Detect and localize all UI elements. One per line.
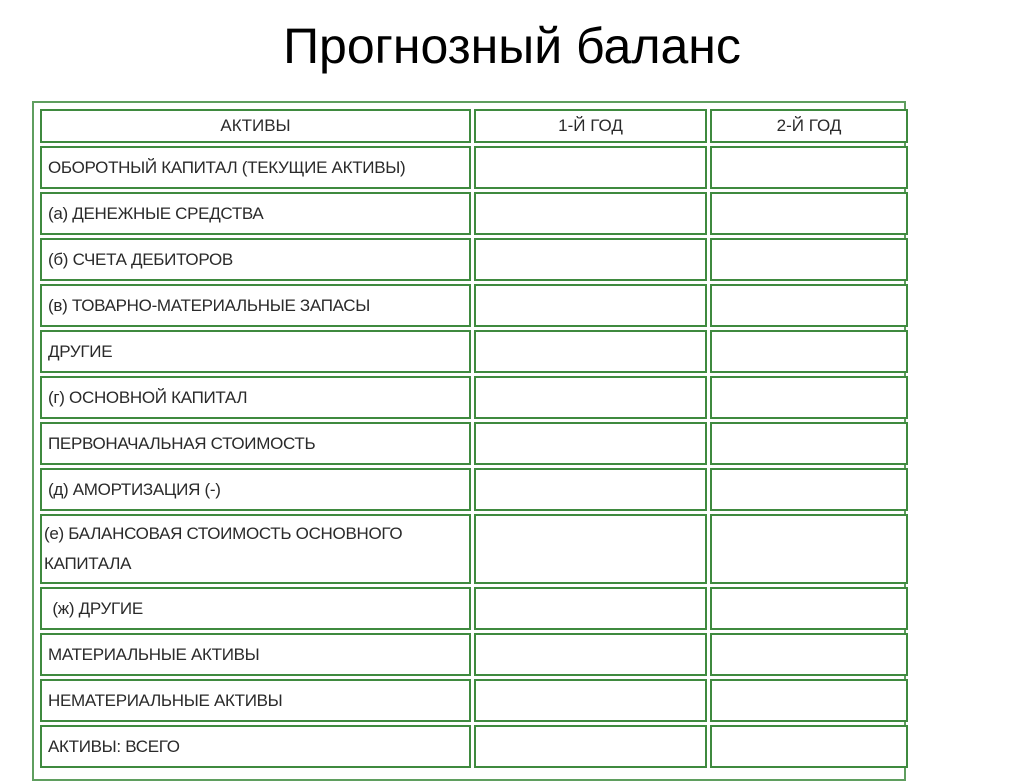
table-row [40,725,908,768]
year-2-cell [710,633,908,676]
row-label: МАТЕРИАЛЬНЫЕ АКТИВЫ [40,633,471,676]
year-2-cell [710,330,908,373]
balance-table [37,106,911,771]
year-2-cell [710,376,908,419]
row-label: (ж) ДРУГИЕ [40,587,471,630]
year-2-cell [710,679,908,722]
year-1-cell [474,330,707,373]
year-1-cell [474,633,707,676]
year-1-cell [474,238,707,281]
year-2-cell [710,146,908,189]
table-header-row [40,109,908,143]
table-row [40,587,908,630]
year-2-cell [710,284,908,327]
table-row [40,284,908,327]
year-1-cell [474,376,707,419]
year-2-cell [710,725,908,768]
year-2-cell [710,422,908,465]
table-row [40,330,908,373]
row-label: НЕМАТЕРИАЛЬНЫЕ АКТИВЫ [40,679,471,722]
row-label: АКТИВЫ: ВСЕГО [40,725,471,768]
table-row [40,376,908,419]
column-header-year-2: 2-Й ГОД [710,109,908,143]
table-row [40,422,908,465]
page-title: Прогнозный баланс [283,18,741,74]
table-row [40,146,908,189]
row-label: (а) ДЕНЕЖНЫЕ СРЕДСТВА [40,192,471,235]
table-row [40,238,908,281]
row-label: ПЕРВОНАЧАЛЬНАЯ СТОИМОСТЬ [40,422,471,465]
year-1-cell [474,422,707,465]
year-1-cell [474,679,707,722]
year-1-cell [474,284,707,327]
table-row [40,514,908,584]
year-2-cell [710,587,908,630]
table-row [40,633,908,676]
year-1-cell [474,192,707,235]
row-label: (е) БАЛАНСОВАЯ СТОИМОСТЬ ОСНОВНОГО КАПИТАЛА [40,514,471,584]
row-label: (б) СЧЕТА ДЕБИТОРОВ [40,238,471,281]
balance-table-frame [32,101,906,781]
row-label: (г) ОСНОВНОЙ КАПИТАЛ [40,376,471,419]
year-1-cell [474,725,707,768]
year-1-cell [474,587,707,630]
year-2-cell [710,468,908,511]
year-1-cell [474,468,707,511]
year-1-cell [474,514,707,584]
row-label: (д) АМОРТИЗАЦИЯ (-) [40,468,471,511]
row-label: (в) ТОВАРНО-МАТЕРИАЛЬНЫЕ ЗАПАСЫ [40,284,471,327]
table-row [40,192,908,235]
year-2-cell [710,192,908,235]
row-label: ДРУГИЕ [40,330,471,373]
column-header-year-1: 1-Й ГОД [474,109,707,143]
column-header-assets: АКТИВЫ [40,109,471,143]
year-2-cell [710,514,908,584]
year-1-cell [474,146,707,189]
table-row [40,679,908,722]
year-2-cell [710,238,908,281]
table-row [40,468,908,511]
row-label: ОБОРОТНЫЙ КАПИТАЛ (ТЕКУЩИЕ АКТИВЫ) [40,146,471,189]
